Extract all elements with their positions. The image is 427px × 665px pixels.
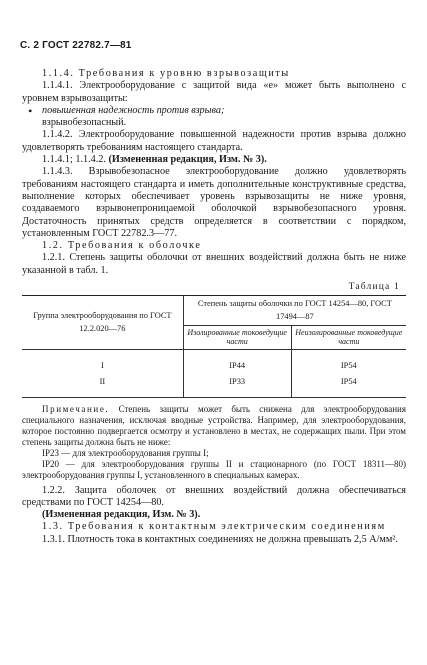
change-note-bold: (Измененная редакция, Изм. № 3).	[108, 154, 267, 166]
cell-group: II	[22, 374, 183, 397]
subheader-insulated: Изолированные токоведущие части	[183, 325, 291, 349]
note-paragraph	[22, 404, 406, 448]
list-item-explosion-proof: взрывобезопасный.	[42, 117, 127, 129]
cell-group: I	[100, 360, 104, 370]
change-note-1	[22, 154, 406, 166]
paragraph-1-1-4-2: 1.1.4.2. Электрооборудование повышенной надежности против взрыва должно удовлетворять требованиям настоящего стандарта.	[22, 129, 406, 153]
section-heading-1-2: 1.2. Требования к оболочке	[42, 240, 202, 252]
paragraph-1-2-1: 1.2.1. Степень защиты оболочки от внешних воздействий должна быть не ниже указанной в табл. 1.	[22, 252, 406, 276]
protection-table	[22, 295, 406, 397]
document-body	[22, 68, 406, 546]
table-note	[22, 404, 406, 481]
section-heading-1-3: 1.3. Требования к контактным электрическим соединениям	[42, 521, 386, 533]
page-header: С. 2 ГОСТ 22782.7—81	[20, 40, 132, 51]
table-caption: Таблица 1	[348, 282, 400, 293]
paragraph-1-1-4-1: 1.1.4.1. Электрооборудование с защитой вида «е» может быть выполнено с уровнем взрывозащиты:	[22, 80, 406, 104]
list-item-increased-reliability	[22, 105, 406, 117]
cell-uninsulated: IP54	[291, 349, 406, 374]
paragraph-1-2-2: 1.2.2. Защита оболочек от внешних воздействий должна обеспечиваться средствами по ГОСТ 14254—80.	[22, 484, 406, 508]
col-header-group: Группа электрооборудования по ГОСТ 12.2.020—76	[22, 296, 183, 350]
table-row	[22, 374, 406, 397]
paragraph-1-1-4-3: 1.1.4.3. Взрывобезопасное электрооборудование должно удовлетворять требованиям настоящего стандарта и иметь дополнительные конструктивные средства, выполнение которых обеспечивает уровень взрывозащиты не ниже уровня, создаваемого взрывонепроницаемой оболочкой взрывобезопасного уровня. Достаточность принятых средств определяется в соответствии с порядком, установленным ГОСТ 22782.3—77.	[22, 166, 406, 239]
list-item-text: повышенная надежность против взрыва;	[42, 104, 225, 116]
change-note-2: (Измененная редакция, Изм. № 3).	[42, 509, 201, 521]
note-ip23: IP23 — для электрооборудования группы I;	[42, 447, 209, 458]
note-ip20: IP20 — для электрооборудования группы II и стационарного (по ГОСТ 18311—80) электрооборудования группы I, установленного в специальных камерах.	[22, 458, 406, 480]
section-heading-1-1-4: 1.1.4. Требования к уровню взрывозащиты	[42, 68, 290, 79]
subheader-uninsulated: Неизолированные токоведущие части	[291, 325, 406, 349]
note-text: Степень защиты может быть снижена для электрооборудования специального назначения, исключая вводные устройства. Например, для электрооборудования, которое постоянно подвергается осмотру и установлено в местах, не содержащих пыли. При этом степень защиты должна быть не ниже:	[22, 403, 406, 447]
note-label: Примечание.	[42, 403, 110, 414]
table-row	[22, 349, 406, 374]
cell-insulated: IP33	[183, 374, 291, 397]
cell-insulated: IP44	[183, 349, 291, 374]
paragraph-1-3-1: 1.3.1. Плотность тока в контактных соединениях не должна превышать 2,5 А/мм².	[42, 533, 398, 545]
cell-uninsulated: IP54	[291, 374, 406, 397]
change-note-prefix: 1.1.4.1; 1.1.4.2.	[42, 154, 106, 166]
bullet-mark: •	[28, 103, 33, 118]
col-header-protection: Степень защиты оболочки по ГОСТ 14254—80, ГОСТ 17494—87	[183, 296, 406, 326]
